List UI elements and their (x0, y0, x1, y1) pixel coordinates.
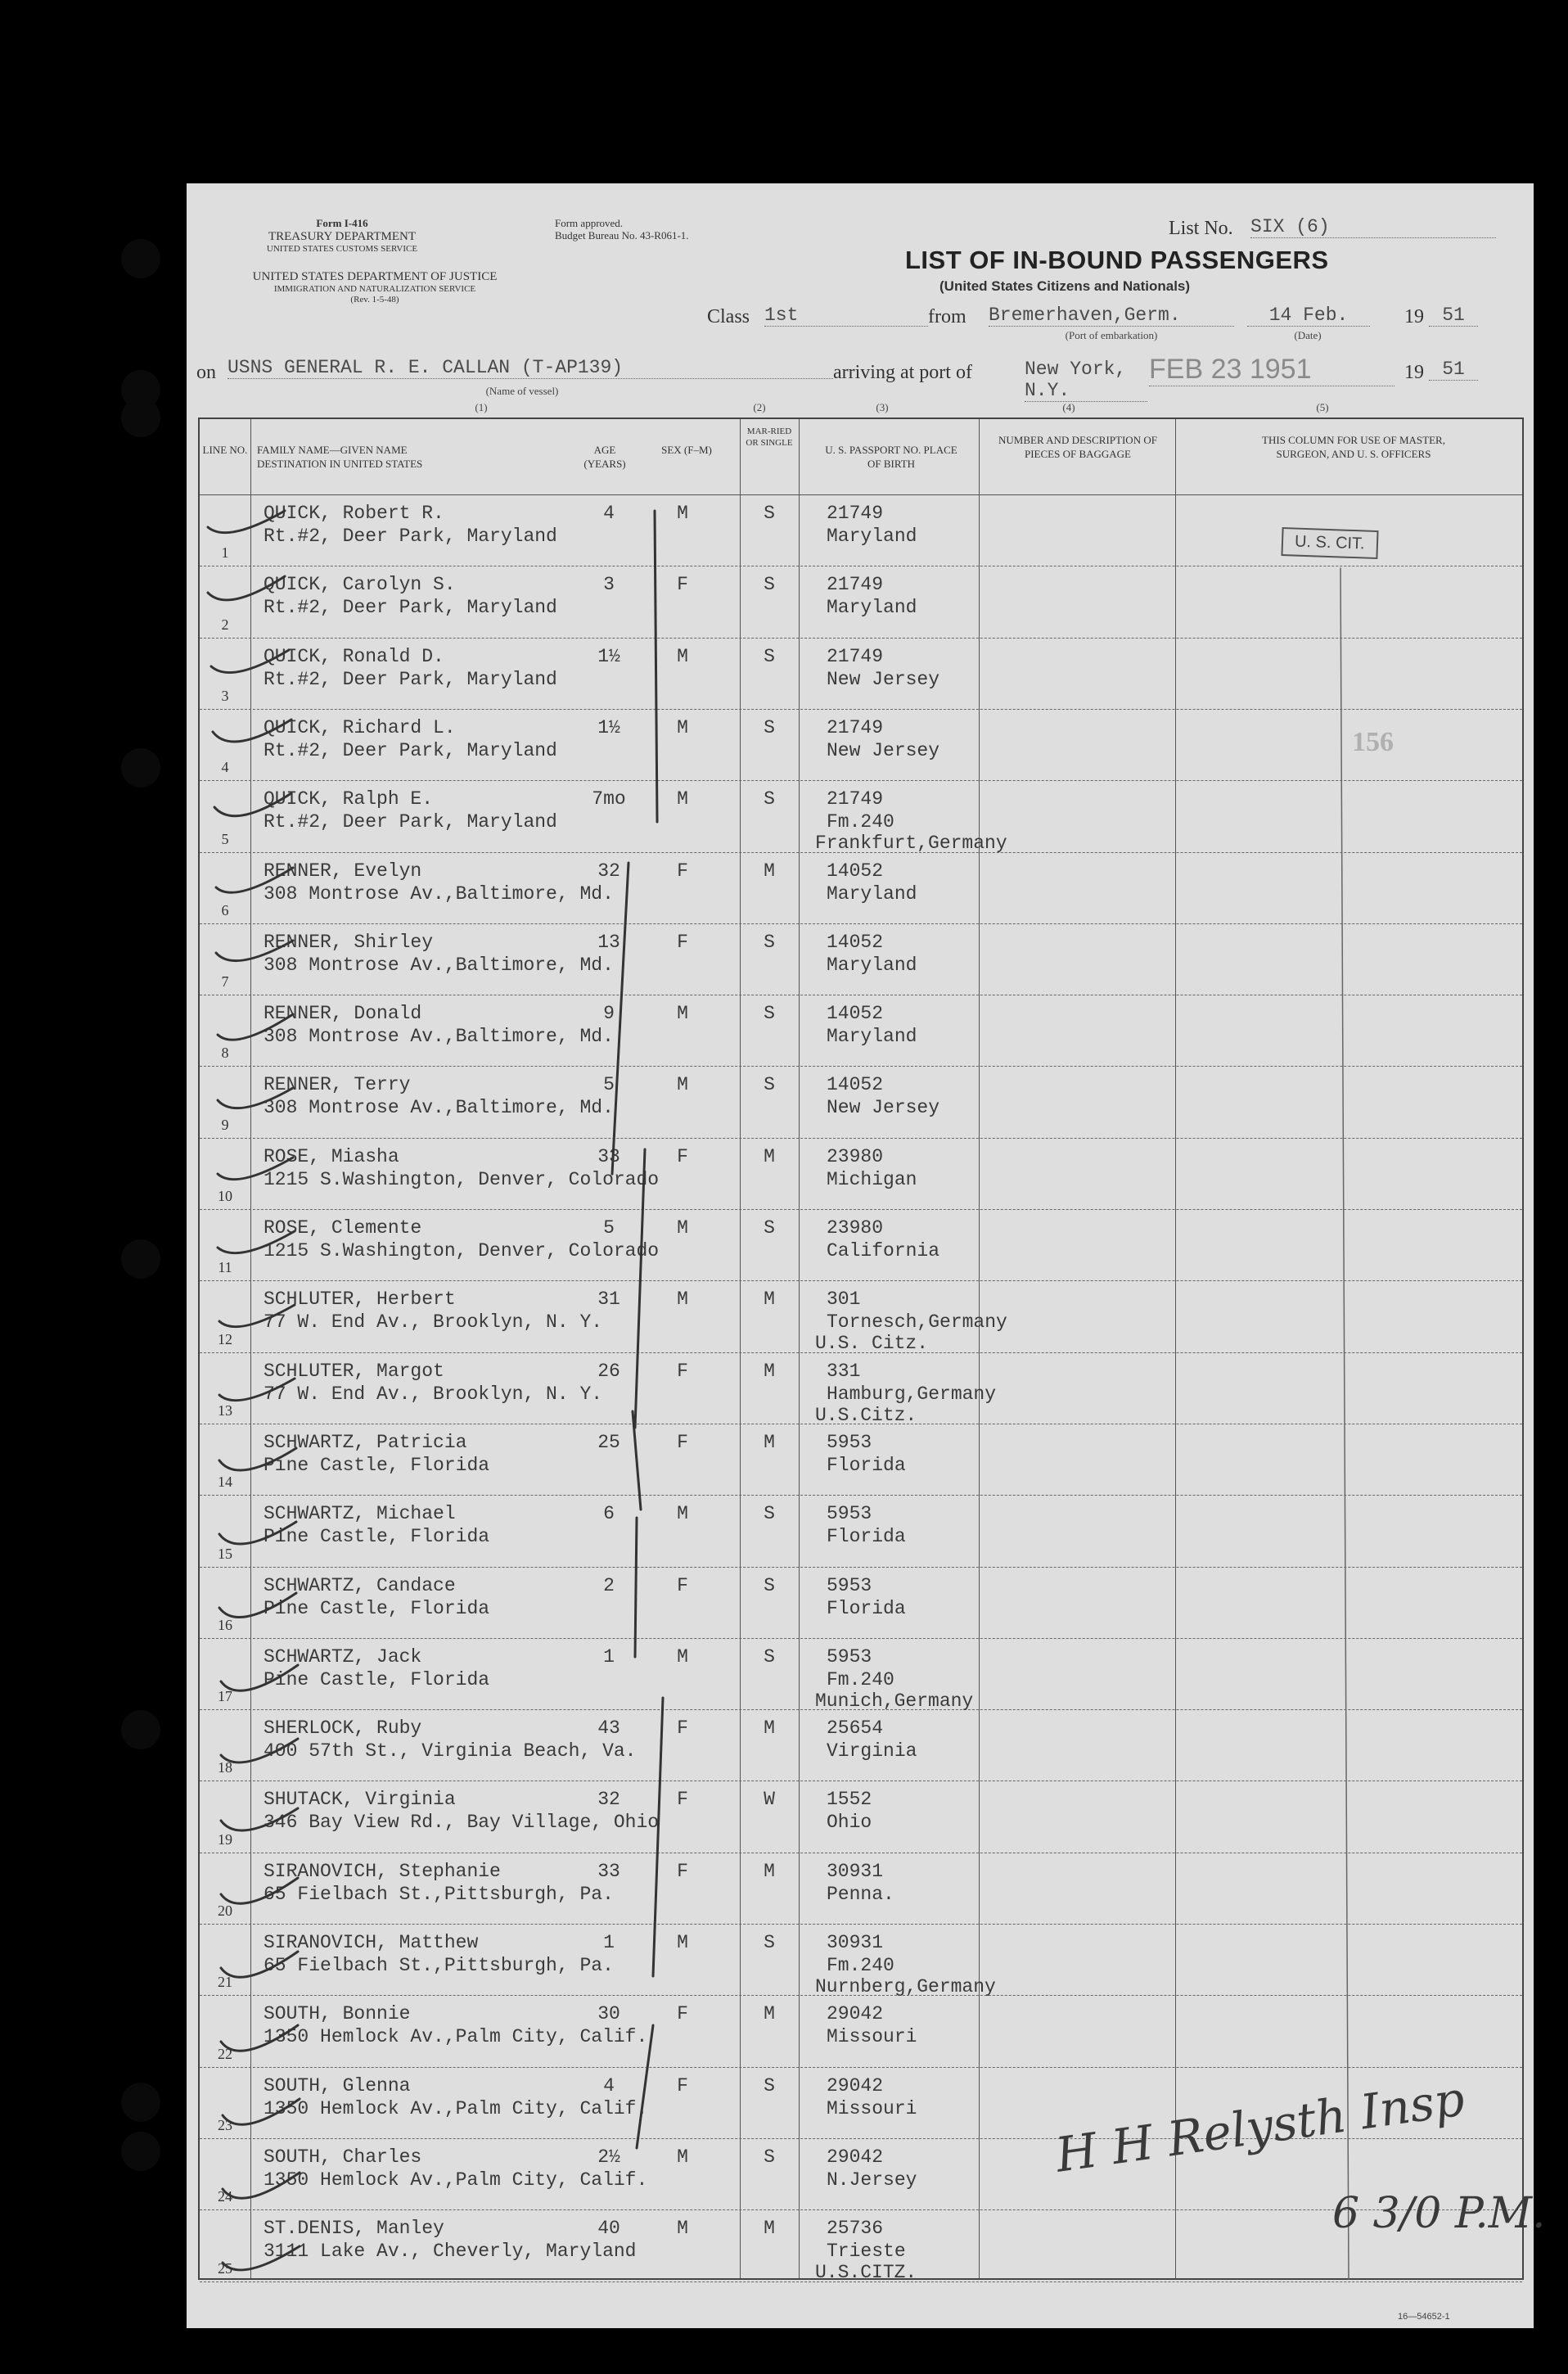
passenger-name: SOUTH, Bonnie (264, 2003, 411, 2025)
manifest-page (187, 183, 1546, 2328)
line-number: 18 (218, 1759, 232, 1776)
passenger-age: 32 (597, 1789, 620, 1811)
birth-place: Florida (827, 1597, 906, 1619)
passport-number: 14052 (827, 1074, 884, 1096)
arrival-port: New York, N.Y. (1025, 359, 1147, 402)
birth-place: Maryland (827, 882, 917, 905)
passenger-destination: 77 W. End Av., Brooklyn, N. Y. (264, 1383, 603, 1405)
passenger-age: 26 (597, 1360, 620, 1382)
passenger-age: 1 (603, 1645, 615, 1668)
passenger-destination: 308 Montrose Av.,Baltimore, Md. (264, 1097, 614, 1119)
passenger-sex: F (677, 2003, 688, 2025)
line-number: 19 (218, 1830, 232, 1848)
passenger-sex: M (677, 788, 688, 810)
passport-number: 5953 (827, 1503, 872, 1525)
passenger-sex: F (677, 1789, 688, 1811)
list-no-value: SIX (6) (1250, 216, 1496, 238)
passenger-destination: Pine Castle, Florida (264, 1597, 490, 1619)
passenger-destination: Pine Castle, Florida (264, 1526, 490, 1548)
birth-place: Virginia (827, 1740, 917, 1762)
passport-number: 29042 (827, 2074, 884, 2096)
birth-place: Michigan (827, 1168, 917, 1190)
passport-number: 23980 (827, 1217, 884, 1239)
passport-number: 301 (827, 1289, 861, 1311)
passenger-sex: M (677, 2146, 688, 2168)
passenger-age: 43 (597, 1717, 620, 1740)
passenger-name: RENNER, Donald (264, 1003, 422, 1025)
passenger-age: 33 (597, 1860, 620, 1882)
birth-place: Penna. (827, 1883, 894, 1905)
passenger-destination: Rt.#2, Deer Park, Maryland (264, 811, 557, 833)
passenger-destination: 65 Fielbach St.,Pittsburgh, Pa. (264, 1883, 614, 1905)
marital-status: S (764, 1932, 775, 1953)
line-number: 9 (221, 1116, 229, 1133)
birth-place: Fm.240 (827, 1955, 894, 1976)
marital-status: M (764, 860, 775, 882)
marital-status: W (764, 1789, 775, 1811)
passenger-name: ST.DENIS, Manley (264, 2218, 444, 2240)
marital-status: S (764, 645, 775, 667)
treasury-header (260, 218, 424, 255)
passenger-destination: Rt.#2, Deer Park, Maryland (264, 739, 557, 761)
passenger-name: QUICK, Richard L. (264, 716, 456, 738)
binder-hole (121, 1710, 160, 1749)
line-number: 21 (218, 1974, 232, 1991)
passenger-name: QUICK, Ralph E. (264, 788, 434, 810)
marital-status: S (764, 931, 775, 953)
arrival-time-note: 6 3/0 P.M. (1332, 2189, 1546, 2238)
marital-status: S (764, 1217, 775, 1239)
col-header-married: MAR-RIED OR SINGLE (746, 427, 793, 449)
birth-place: Ohio (827, 1812, 872, 1834)
col-header-name: FAMILY NAME—GIVEN NAME DESTINATION IN UNITED STATES (257, 444, 423, 470)
passenger-sex: M (677, 716, 688, 738)
passenger-sex: F (677, 1360, 688, 1382)
passenger-destination: 1350 Hemlock Av.,Palm City, Calif. (264, 2097, 648, 2119)
marital-status: S (764, 1503, 775, 1525)
birth-place-extra: U.S. Citz. (815, 1333, 929, 1355)
birth-place-extra: U.S.Citz. (815, 1404, 917, 1426)
col-header-sex: SEX (F–M) (661, 444, 712, 456)
passport-number: 25654 (827, 1717, 884, 1740)
col-header-baggage: NUMBER AND DESCRIPTION OF PIECES OF BAGGAGE (998, 434, 1157, 460)
marital-status: S (764, 2074, 775, 2096)
line-number: 4 (221, 759, 229, 776)
passenger-name: ROSE, Miasha (264, 1145, 399, 1167)
footer-code: 16—54652-1 (1398, 2312, 1450, 2322)
passenger-sex: F (677, 931, 688, 953)
passenger-sex: F (677, 1717, 688, 1740)
passenger-sex: M (677, 645, 688, 667)
year-value-2: 51 (1429, 359, 1478, 381)
passenger-name: SCHWARTZ, Candace (264, 1574, 456, 1596)
passenger-name: SCHWARTZ, Patricia (264, 1431, 467, 1453)
passport-number: 30931 (827, 1860, 884, 1882)
passenger-age: 40 (597, 2218, 620, 2240)
passenger-name: RENNER, Shirley (264, 931, 434, 953)
line-number: 5 (221, 830, 229, 847)
date-caption: (Date) (1294, 329, 1322, 341)
passenger-sex: M (677, 1503, 688, 1525)
page-subtitle: (United States Citizens and Nationals) (939, 278, 1191, 294)
passenger-age: 5 (603, 1217, 615, 1239)
marital-status: M (764, 1145, 775, 1167)
passenger-name: SIRANOVICH, Matthew (264, 1932, 479, 1953)
passenger-sex: F (677, 860, 688, 882)
passenger-age: 4 (603, 503, 615, 524)
col-header-passport: U. S. PASSPORT NO. PLACE OF BIRTH (825, 444, 957, 470)
passport-number: 21749 (827, 503, 884, 524)
passenger-age: 32 (597, 860, 620, 882)
birth-place-extra: Frankfurt,Germany (815, 833, 1007, 855)
birth-place: Maryland (827, 954, 917, 976)
passenger-destination: 308 Montrose Av.,Baltimore, Md. (264, 954, 614, 976)
passenger-sex: F (677, 574, 688, 596)
embarkation-caption: (Port of embarkation) (1065, 329, 1158, 341)
customs-service: UNITED STATES CUSTOMS SERVICE (266, 244, 418, 255)
birth-place: Trieste (827, 2241, 906, 2263)
birth-place: New Jersey (827, 1097, 940, 1119)
passenger-name: SCHWARTZ, Michael (264, 1503, 456, 1525)
passenger-destination: Pine Castle, Florida (264, 1454, 490, 1476)
col-num-2: (2) (753, 401, 766, 413)
passenger-age: 4 (603, 2074, 615, 2096)
passenger-sex: M (677, 503, 688, 524)
passenger-name: QUICK, Ronald D. (264, 645, 444, 667)
year-prefix: 19 (1404, 306, 1424, 327)
passenger-sex: M (677, 1645, 688, 1668)
justice-department: UNITED STATES DEPARTMENT OF JUSTICE (252, 270, 498, 283)
passport-number: 29042 (827, 2003, 884, 2025)
marital-status: M (764, 1860, 775, 1882)
line-number: 6 (221, 901, 229, 918)
passport-number: 23980 (827, 1145, 884, 1167)
on-label: on (196, 362, 216, 383)
marital-status: S (764, 1645, 775, 1668)
passenger-name: RENNER, Evelyn (264, 860, 422, 882)
passenger-destination: 346 Bay View Rd., Bay Village, Ohio (264, 1812, 660, 1834)
passport-number: 5953 (827, 1574, 872, 1596)
birth-place: Maryland (827, 526, 917, 547)
class-label: Class (707, 306, 750, 327)
passenger-age: 2 (603, 1574, 615, 1596)
passport-number: 21749 (827, 574, 884, 596)
line-number: 12 (218, 1330, 232, 1347)
marital-status: S (764, 2146, 775, 2168)
passenger-age: 25 (597, 1431, 620, 1453)
line-number: 24 (218, 2188, 232, 2205)
line-number: 7 (221, 973, 229, 991)
approval-line-2: Budget Bureau No. 43-R061-1. (555, 228, 689, 241)
birth-place: New Jersey (827, 668, 940, 690)
line-number: 14 (218, 1474, 232, 1491)
passenger-destination: 1215 S.Washington, Denver, Colorado (264, 1168, 660, 1190)
class-value: 1st (764, 305, 928, 327)
passenger-destination: 1350 Hemlock Av.,Palm City, Calif. (264, 2026, 648, 2048)
line-number: 3 (221, 687, 229, 704)
inspector-signature: H H Relysth Insp (1052, 2070, 1468, 2183)
line-number: 25 (218, 2259, 232, 2277)
passenger-sex: F (677, 1860, 688, 1882)
line-number: 13 (218, 1401, 232, 1419)
binder-hole (121, 748, 160, 788)
passenger-name: QUICK, Carolyn S. (264, 574, 456, 596)
binder-hole (121, 239, 160, 278)
passenger-destination: Rt.#2, Deer Park, Maryland (264, 526, 557, 547)
passport-number: 30931 (827, 1932, 884, 1953)
birth-place: Maryland (827, 597, 917, 619)
line-number: 23 (218, 2116, 232, 2133)
col-num-3: (3) (876, 401, 889, 413)
passenger-age: 3 (603, 574, 615, 596)
passenger-name: SCHWARTZ, Jack (264, 1645, 422, 1668)
passenger-age: 5 (603, 1074, 615, 1096)
revision: (Rev. 1-5-48) (350, 294, 399, 305)
from-label: from (928, 306, 966, 327)
passenger-name: SCHLUTER, Margot (264, 1360, 444, 1382)
passenger-sex: F (677, 1145, 688, 1167)
birth-place: Maryland (827, 1026, 917, 1048)
passenger-table (198, 417, 1524, 2284)
passport-number: 21749 (827, 645, 884, 667)
birth-place: Hamburg,Germany (827, 1383, 997, 1405)
col-num-4: (4) (1062, 401, 1075, 413)
passport-number: 21749 (827, 788, 884, 810)
passenger-sex: F (677, 1574, 688, 1596)
marital-status: S (764, 574, 775, 596)
passenger-sex: M (677, 1289, 688, 1311)
passenger-age: 1½ (597, 645, 620, 667)
passenger-sex: F (677, 1431, 688, 1453)
col-num-5: (5) (1316, 401, 1329, 413)
marital-status: M (764, 1360, 775, 1382)
approval-block (555, 218, 689, 242)
marital-status: M (764, 1289, 775, 1311)
year-prefix-2: 19 (1404, 362, 1424, 383)
passport-number: 14052 (827, 1003, 884, 1025)
line-number: 11 (218, 1259, 232, 1276)
marital-status: M (764, 2218, 775, 2240)
passenger-sex: M (677, 1074, 688, 1096)
birth-place: Tornesch,Germany (827, 1311, 1007, 1334)
marital-status: S (764, 1003, 775, 1025)
birth-place: Missouri (827, 2026, 917, 2048)
passenger-destination: Pine Castle, Florida (264, 1668, 490, 1690)
passenger-sex: M (677, 1217, 688, 1239)
birth-place: Fm.240 (827, 811, 894, 833)
ins-service: IMMIGRATION AND NATURALIZATION SERVICE (273, 284, 476, 295)
passport-number: 14052 (827, 860, 884, 882)
passport-number: 5953 (827, 1431, 872, 1453)
year-value: 51 (1429, 305, 1478, 327)
line-number: 8 (221, 1045, 229, 1062)
passport-number: 5953 (827, 1645, 872, 1668)
marital-status: S (764, 788, 775, 810)
passenger-sex: M (677, 1932, 688, 1953)
col-num-1: (1) (475, 401, 488, 413)
birth-place: New Jersey (827, 739, 940, 761)
passenger-sex: F (677, 2074, 688, 2096)
approval-line-1: Form approved. (555, 217, 624, 229)
passport-number: 1552 (827, 1789, 872, 1811)
passenger-sex: M (677, 1003, 688, 1025)
line-number: 16 (218, 1616, 232, 1633)
birth-place: Florida (827, 1526, 906, 1548)
line-number: 15 (218, 1545, 232, 1562)
birth-place: N.Jersey (827, 2169, 917, 2191)
line-number: 17 (218, 1688, 232, 1705)
passenger-name: QUICK, Robert R. (264, 503, 444, 524)
page-title: LIST OF IN-BOUND PASSENGERS (905, 246, 1329, 274)
line-number: 22 (218, 2045, 232, 2062)
passenger-age: 30 (597, 2003, 620, 2025)
line-number: 2 (221, 616, 229, 633)
passenger-age: 33 (597, 1145, 620, 1167)
passenger-name: SOUTH, Glenna (264, 2074, 411, 2096)
marital-status: M (764, 1431, 775, 1453)
passenger-age: 1½ (597, 716, 620, 738)
passenger-age: 31 (597, 1289, 620, 1311)
birth-place: California (827, 1240, 940, 1261)
list-no-label: List No. (1169, 218, 1233, 239)
passenger-destination: Rt.#2, Deer Park, Maryland (264, 597, 557, 619)
marital-status: S (764, 716, 775, 738)
passenger-destination: 400 57th St., Virginia Beach, Va. (264, 1740, 637, 1762)
line-number: 10 (218, 1188, 232, 1204)
line-number: 20 (218, 1902, 232, 1919)
passenger-destination: 308 Montrose Av.,Baltimore, Md. (264, 882, 614, 905)
passenger-age: 2½ (597, 2146, 620, 2168)
passenger-destination: 65 Fielbach St.,Pittsburgh, Pa. (264, 1955, 614, 1976)
binder-hole (121, 1239, 160, 1279)
passenger-age: 7mo (592, 788, 626, 810)
marital-status: S (764, 1074, 775, 1096)
binder-hole (121, 398, 160, 437)
justice-header (195, 270, 555, 305)
passenger-destination: 1215 S.Washington, Denver, Colorado (264, 1240, 660, 1261)
line-number: 1 (221, 544, 229, 562)
passport-number: 331 (827, 1360, 861, 1382)
passenger-destination: Rt.#2, Deer Park, Maryland (264, 668, 557, 690)
faint-stamp-number: 156 (1352, 727, 1394, 757)
birth-place-extra: U.S.CITZ. (815, 2262, 917, 2284)
departure-date: 14 Feb. (1247, 305, 1370, 327)
treasury-department: TREASURY DEPARTMENT (268, 229, 417, 243)
passenger-age: 1 (603, 1932, 615, 1953)
arrival-date-stamp: FEB 23 1951 (1149, 354, 1395, 386)
passenger-name: RENNER, Terry (264, 1074, 411, 1096)
col-header-line: LINE NO. (202, 444, 248, 456)
binder-hole (121, 2132, 160, 2171)
birth-place-extra: Nurnberg,Germany (815, 1976, 996, 1997)
vessel-caption: (Name of vessel) (485, 385, 559, 397)
birth-place: Fm.240 (827, 1668, 894, 1690)
passenger-name: SCHLUTER, Herbert (264, 1289, 456, 1311)
passenger-age: 6 (603, 1503, 615, 1525)
form-number: Form I-416 (316, 217, 368, 229)
passenger-destination: 77 W. End Av., Brooklyn, N. Y. (264, 1311, 603, 1334)
passenger-destination: 1350 Hemlock Av.,Palm City, Calif. (264, 2169, 648, 2191)
marital-status: S (764, 503, 775, 524)
passenger-name: ROSE, Clemente (264, 1217, 422, 1239)
passenger-name: SIRANOVICH, Stephanie (264, 1860, 501, 1882)
birth-place: Missouri (827, 2097, 917, 2119)
passenger-name: SHUTACK, Virginia (264, 1789, 456, 1811)
birth-place-extra: Munich,Germany (815, 1690, 974, 1712)
passenger-name: SOUTH, Charles (264, 2146, 422, 2168)
passenger-sex: M (677, 2218, 688, 2240)
col-header-officers: THIS COLUMN FOR USE OF MASTER, SURGEON, AND U. S. OFFICERS (1262, 434, 1445, 460)
arriving-label: arriving at port of (833, 362, 972, 383)
passenger-destination: 308 Montrose Av.,Baltimore, Md. (264, 1026, 614, 1048)
marital-status: S (764, 1574, 775, 1596)
col-header-age: AGE (YEARS) (583, 444, 626, 470)
us-citizen-stamp: U. S. CIT. (1281, 527, 1378, 559)
embarkation-port: Bremerhaven,Germ. (989, 305, 1234, 327)
birth-place: Florida (827, 1454, 906, 1476)
passport-number: 25736 (827, 2218, 884, 2240)
marital-status: M (764, 1717, 775, 1740)
passenger-destination: 3111 Lake Av., Cheverly, Maryland (264, 2241, 637, 2263)
passport-number: 14052 (827, 931, 884, 953)
passenger-age: 9 (603, 1003, 615, 1025)
vessel-name: USNS GENERAL R. E. CALLAN (T-AP139) (228, 357, 833, 379)
passport-number: 29042 (827, 2146, 884, 2168)
passenger-age: 13 (597, 931, 620, 953)
binder-hole (121, 2083, 160, 2122)
passport-number: 21749 (827, 716, 884, 738)
marital-status: M (764, 2003, 775, 2025)
passenger-name: SHERLOCK, Ruby (264, 1717, 422, 1740)
